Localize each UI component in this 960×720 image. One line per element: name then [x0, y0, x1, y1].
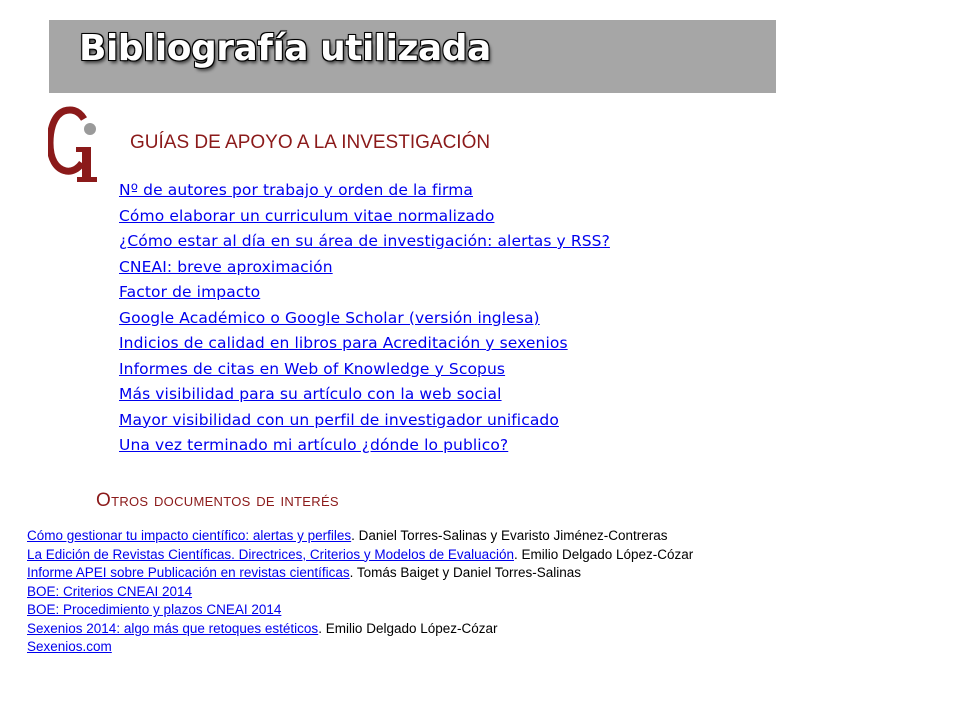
document-link[interactable]: La Edición de Revistas Científicas. Directrices, Criterios y Modelos de Evaluación [27, 546, 514, 562]
list-item [27, 620, 693, 639]
list-item [27, 601, 693, 620]
list-item [119, 307, 610, 333]
guide-link[interactable]: Informes de citas en Web of Knowledge y Scopus [119, 359, 506, 378]
list-item [119, 281, 610, 307]
list-item [27, 527, 693, 546]
guide-link[interactable]: Google Académico o Google Scholar (versión inglesa) [119, 308, 540, 327]
guide-link[interactable]: Nº de autores por trabajo y orden de la firma [119, 181, 474, 199]
list-item [27, 564, 693, 583]
guides-link-list [119, 179, 610, 460]
list-item [119, 409, 610, 435]
documents-list [27, 527, 693, 657]
list-item [119, 205, 610, 231]
document-link[interactable]: Sexenios.com [27, 639, 112, 654]
gi-logo-icon [48, 103, 106, 183]
list-item [119, 383, 610, 409]
guide-link[interactable]: Mayor visibilidad con un perfil de investigador unificado [119, 410, 559, 429]
guide-link[interactable]: Una vez terminado mi artículo ¿dónde lo publico? [119, 436, 509, 454]
guide-link[interactable]: Más visibilidad para su artículo con la web social [119, 385, 502, 403]
guide-link[interactable]: Cómo elaborar un curriculum vitae normalizado [119, 206, 495, 225]
document-authors: . Daniel Torres-Salinas y Evaristo Jiménez-Contreras [351, 528, 668, 543]
list-item [119, 256, 610, 282]
list-item [119, 434, 610, 460]
document-authors: . Emilio Delgado López-Cózar [513, 546, 694, 562]
guide-link[interactable]: Indicios de calidad en libros para Acreditación y sexenios [119, 334, 568, 352]
document-authors: . Tomás Baiget y Daniel Torres-Salinas [349, 565, 582, 580]
document-link[interactable]: Sexenios 2014: algo más que retoques estéticos [27, 620, 319, 636]
list-item [119, 179, 610, 205]
guide-link[interactable]: ¿Cómo estar al día en su área de investigación: alertas y RSS? [119, 232, 610, 250]
guide-link[interactable]: CNEAI: breve aproximación [119, 257, 333, 276]
list-item [119, 358, 610, 384]
document-authors: . Emilio Delgado López-Cózar [318, 620, 498, 636]
list-item [27, 546, 693, 565]
section-heading-guides: GUÍAS DE APOYO A LA INVESTIGACIÓN [130, 132, 491, 153]
document-link[interactable]: Informe APEI sobre Publicación en revistas científicas [27, 565, 350, 580]
document-link[interactable]: BOE: Procedimiento y plazos CNEAI 2014 [27, 602, 282, 617]
list-item [27, 638, 693, 657]
list-item [27, 583, 693, 602]
guide-link[interactable]: Factor de impacto [119, 283, 261, 301]
list-item [119, 332, 610, 358]
section-heading-other-documents: Otros documentos de interés [96, 490, 339, 511]
page-title: Bibliografía utilizada [79, 28, 491, 69]
document-link[interactable]: Cómo gestionar tu impacto científico: alertas y perfiles [27, 528, 352, 543]
list-item [119, 230, 610, 256]
document-link[interactable]: BOE: Criterios CNEAI 2014 [27, 583, 193, 599]
